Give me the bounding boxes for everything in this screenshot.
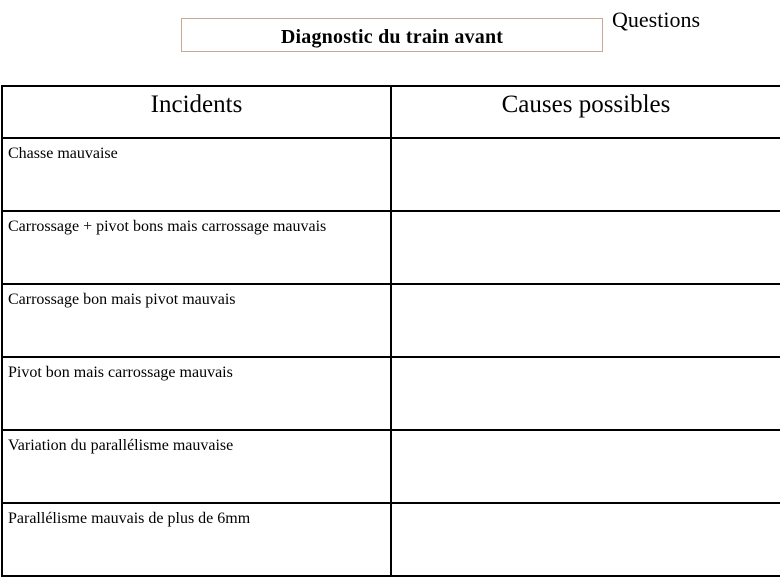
table-row [2, 138, 780, 211]
incident-cell: Carrossage + pivot bons mais carrossage mauvais [2, 211, 391, 284]
table-row [2, 211, 780, 284]
incident-cell: Parallélisme mauvais de plus de 6mm [2, 503, 391, 576]
diagnostic-table [1, 85, 780, 577]
table-header-row [2, 86, 780, 138]
document-title: Diagnostic du train avant [280, 26, 504, 48]
title-box [181, 18, 603, 52]
cause-cell[interactable] [391, 211, 780, 284]
incident-cell: Carrossage bon mais pivot mauvais [2, 284, 391, 357]
table-row [2, 357, 780, 430]
incident-cell: Variation du parallélisme mauvaise [2, 430, 391, 503]
incident-cell: Pivot bon mais carrossage mauvais [2, 357, 391, 430]
table-row [2, 284, 780, 357]
cause-cell[interactable] [391, 284, 780, 357]
cause-cell[interactable] [391, 430, 780, 503]
table-row [2, 430, 780, 503]
questions-label: Questions [612, 7, 700, 32]
incident-cell: Chasse mauvaise [2, 138, 391, 211]
cause-cell[interactable] [391, 357, 780, 430]
column-header-incidents: Incidents [2, 86, 391, 138]
column-header-causes: Causes possibles [391, 86, 780, 138]
cause-cell[interactable] [391, 138, 780, 211]
